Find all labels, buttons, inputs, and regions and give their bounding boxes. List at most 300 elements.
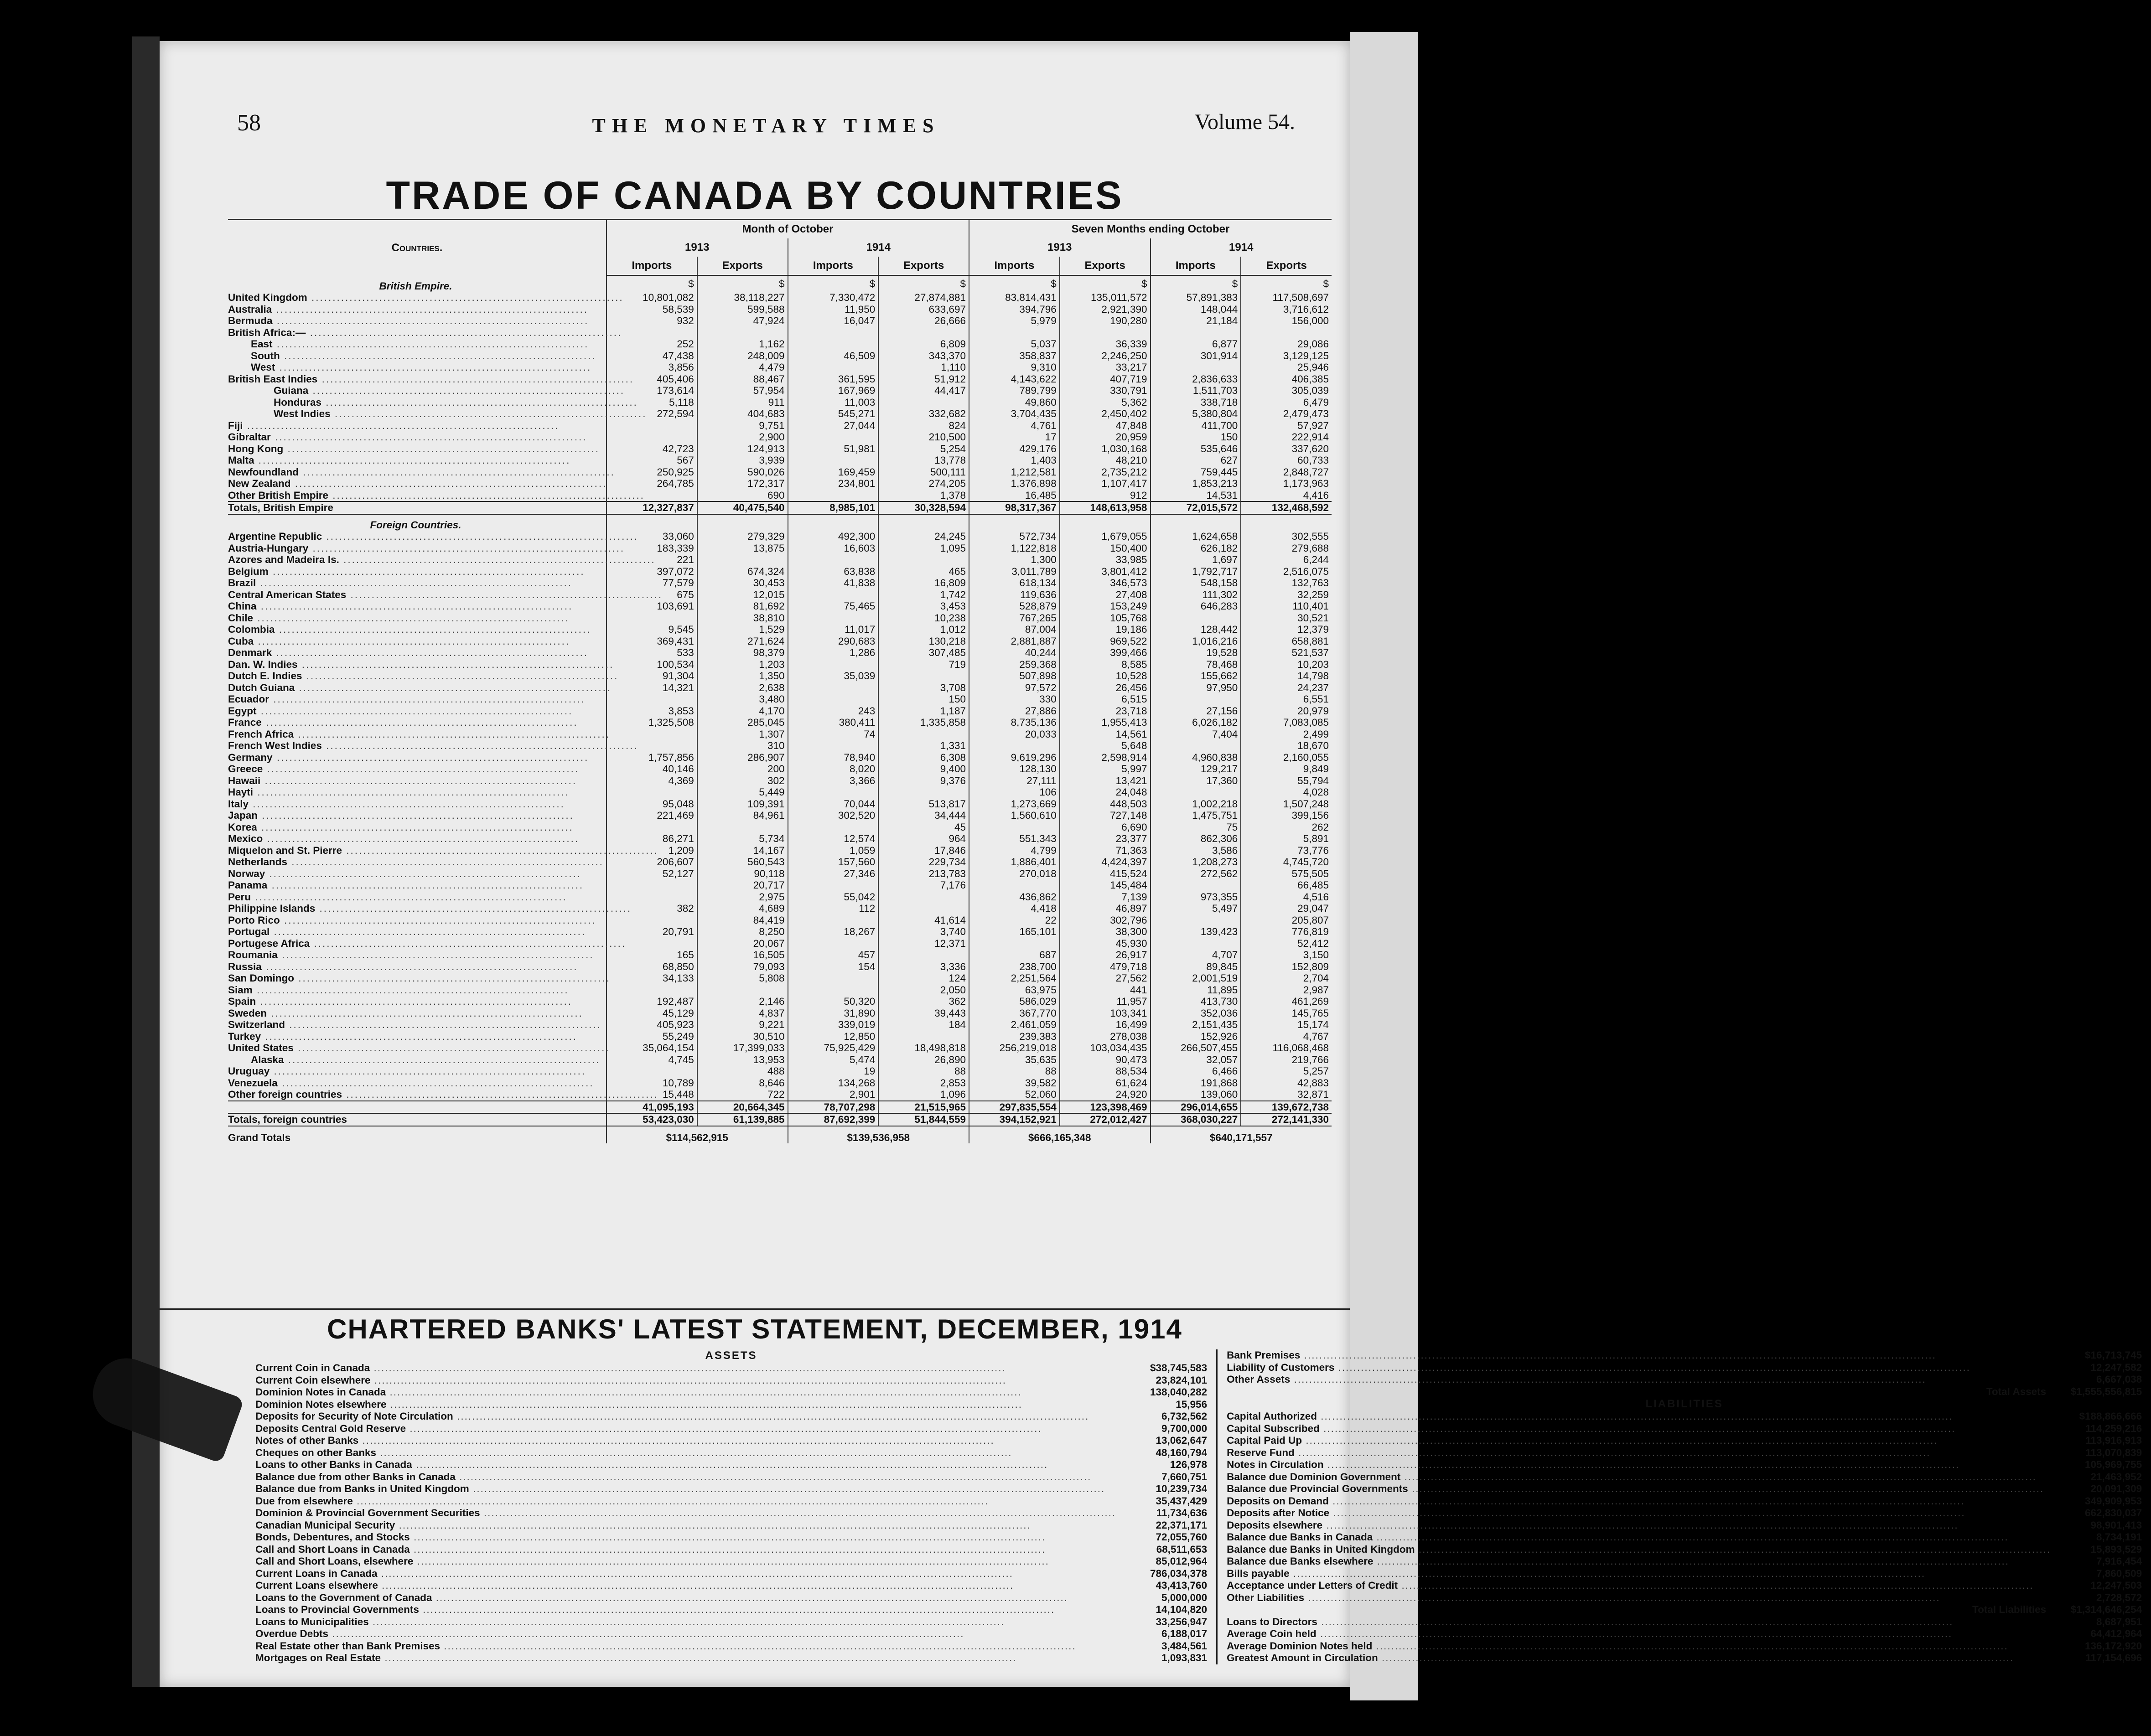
value-cell (1151, 327, 1241, 339)
statement-row (1227, 1592, 2142, 1604)
value-cell: 30,328,594 (878, 501, 969, 514)
trade-row (228, 996, 1332, 1008)
total-liabilities-value: $1,314,646,254 (2070, 1604, 2142, 1615)
statement-value: 6,732,562 (1161, 1410, 1208, 1422)
statement-row (1227, 1459, 2142, 1471)
country-name (228, 304, 606, 315)
value-cell (1151, 914, 1241, 926)
value-cell: 124 (878, 972, 969, 984)
value-cell: 3,939 (697, 455, 788, 466)
statement-row (1227, 1568, 2142, 1580)
value-cell (878, 891, 969, 903)
leader-dots: .......................................................................... (277, 1077, 594, 1089)
section-row (228, 514, 1332, 531)
total-assets-row (1227, 1386, 2142, 1398)
country-label: Newfoundland (228, 466, 299, 478)
leader-dots: .......................................................................... (272, 751, 589, 763)
leader-dots: .......................................................................... (321, 740, 638, 751)
country-name (228, 455, 606, 466)
value-cell: 46,897 (1060, 903, 1151, 914)
value-cell: 15,174 (1241, 1019, 1332, 1031)
value-cell: 9,221 (697, 1019, 788, 1031)
country-label: Dutch Guiana (228, 682, 295, 693)
value-cell: 10,789 (606, 1077, 697, 1089)
value-cell: 18,267 (788, 926, 879, 938)
statement-label: Dominion Notes elsewhere ..... (255, 1399, 1116, 1411)
value-cell: 441 (1060, 984, 1151, 996)
value-cell: 229,734 (878, 856, 969, 868)
section-label: Foreign Countries. (370, 519, 461, 531)
trade-row (228, 373, 1332, 385)
leader-dots: .......................................................................... (275, 624, 591, 635)
value-cell (788, 682, 879, 694)
statement-value: 20,091,309 (2090, 1483, 2142, 1494)
value-cell: 1,955,413 (1060, 717, 1151, 728)
value-cell: 380,411 (788, 717, 879, 728)
statement-label: Dominion & Provincial Government Securities ..... (255, 1507, 1116, 1519)
value-cell: 358,837 (969, 350, 1060, 362)
statement-row (1227, 1362, 2142, 1374)
statement-row (255, 1459, 1207, 1471)
statement-row (255, 1544, 1207, 1556)
value-cell: 627 (1151, 455, 1241, 466)
value-cell: 3,740 (878, 926, 969, 938)
value-cell: 30,521 (1241, 612, 1332, 624)
value-cell (878, 327, 969, 339)
value-cell: 173,614 (606, 385, 697, 397)
value-cell: 7,139 (1060, 891, 1151, 903)
value-cell: 528,879 (969, 600, 1060, 612)
country-label: Other foreign countries (228, 1089, 342, 1100)
leader-dots: .......................................................................... (308, 385, 625, 396)
trade-row (228, 1065, 1332, 1077)
trade-row (228, 763, 1332, 775)
country-name (228, 554, 656, 566)
value-cell: 13,778 (878, 455, 969, 466)
trade-row (228, 868, 1332, 880)
value-cell: 97,572 (969, 682, 1060, 694)
country-name (228, 786, 606, 798)
leader-dots: .......................................................................... (285, 1019, 601, 1030)
value-cell: 465 (878, 566, 969, 578)
value-cell: 11,895 (1151, 984, 1241, 996)
trade-row (228, 833, 1332, 845)
statement-row (255, 1616, 1207, 1628)
value-cell: 45 (878, 822, 969, 833)
value-cell: 70,044 (788, 798, 879, 810)
value-cell: 19,186 (1060, 624, 1151, 636)
value-cell: 68,850 (606, 961, 697, 973)
statement-value: $16,713,745 (2085, 1349, 2142, 1361)
country-name (228, 1101, 606, 1114)
year-header: 1914 (1151, 238, 1332, 257)
country-name (228, 1054, 606, 1066)
value-cell: 100,534 (606, 659, 697, 671)
leader-dots: .......................................................................... (302, 670, 619, 682)
value-cell: 63,838 (788, 566, 879, 578)
country-label: Denmark (228, 647, 272, 658)
bank-right-column (1218, 1349, 2151, 1664)
country-name (228, 431, 606, 443)
value-cell (969, 514, 1060, 531)
value-cell: 2,251,564 (969, 972, 1060, 984)
value-cell: 394,796 (969, 304, 1060, 315)
country-name (228, 1113, 606, 1126)
statement-value: 7,660,751 (1161, 1471, 1208, 1483)
value-cell (606, 786, 697, 798)
value-cell: 55,042 (788, 891, 879, 903)
statement-label: Average Dominion Notes held ..... (1227, 1640, 2051, 1653)
value-cell: 2,836,633 (1151, 373, 1241, 385)
value-cell: 16,603 (788, 542, 879, 554)
leader-dots: .......................................................................... (267, 1007, 583, 1019)
statement-label: Balance due Provincial Governments ..... (1227, 1483, 2051, 1495)
value-cell: 88,534 (1060, 1065, 1151, 1077)
value-cell: 2,246,250 (1060, 350, 1151, 362)
country-name (228, 566, 606, 578)
value-cell: 279,688 (1241, 542, 1332, 554)
value-cell: 239,383 (969, 1031, 1060, 1043)
trade-row (228, 984, 1332, 996)
value-cell: 1,208,273 (1151, 856, 1241, 868)
statement-row (255, 1628, 1207, 1640)
statement-label: Current Coin in Canada ..... (255, 1362, 1116, 1374)
country-label: Hawaii (228, 775, 261, 786)
statement-row (255, 1423, 1207, 1435)
leader-dots: .......................................................................... (265, 868, 582, 879)
value-cell: 20,664,345 (697, 1101, 788, 1114)
bank-title: CHARTERED BANKS' LATEST STATEMENT, DECEMBER, 1914 (160, 1308, 1350, 1345)
value-cell: 618,134 (969, 577, 1060, 589)
value-cell: 964 (878, 833, 969, 845)
value-cell (878, 903, 969, 914)
leader-dots: .......................................................................... (287, 856, 604, 868)
leader-dots: .......................................................................... (321, 396, 638, 408)
value-cell: 14,561 (1060, 728, 1151, 740)
value-cell (1151, 879, 1241, 891)
leader-dots: .......................................................................... (275, 362, 592, 373)
country-name (228, 385, 625, 397)
country-label: Chile (228, 612, 254, 624)
statement-value: 64,412,964 (2090, 1628, 2142, 1639)
value-cell: 150,400 (1060, 542, 1151, 554)
country-name (228, 856, 606, 868)
value-cell: 128,442 (1151, 624, 1241, 636)
value-cell: 20,791 (606, 926, 697, 938)
country-name (228, 577, 606, 589)
value-cell: 45,930 (1060, 938, 1151, 950)
value-cell: 27,156 (1151, 705, 1241, 717)
value-cell: 73,776 (1241, 845, 1332, 857)
statement-value: 3,484,561 (1161, 1640, 1208, 1652)
country-label: East (251, 338, 273, 350)
value-cell: 399,156 (1241, 810, 1332, 822)
country-label: New Zealand (228, 478, 291, 489)
country-label: Austria-Hungary (228, 542, 309, 554)
trade-row (228, 891, 1332, 903)
country-name (228, 879, 606, 891)
value-cell: 6,244 (1241, 554, 1332, 566)
value-cell: 16,499 (1060, 1019, 1151, 1031)
country-label: Argentine Republic (228, 531, 322, 542)
value-cell: 271,624 (697, 636, 788, 647)
value-cell: 22 (969, 914, 1060, 926)
value-cell (878, 786, 969, 798)
leader-dots: .......................................................................... (249, 798, 565, 810)
value-cell: 42,883 (1241, 1077, 1332, 1089)
value-cell: 78,707,298 (788, 1101, 879, 1114)
value-cell (1151, 362, 1241, 373)
value-cell (1241, 327, 1332, 339)
country-name (228, 362, 606, 373)
country-name (228, 396, 638, 408)
value-cell: 3,704,435 (969, 408, 1060, 420)
grand-total-value: $666,165,348 (969, 1126, 1151, 1144)
value-cell (788, 554, 879, 566)
value-cell: 2,516,075 (1241, 566, 1332, 578)
value-cell: 103,341 (1060, 1008, 1151, 1019)
statement-value: 7,916,454 (2096, 1555, 2142, 1567)
statement-value: 21,463,952 (2090, 1471, 2142, 1483)
value-cell: 206,607 (606, 856, 697, 868)
value-cell: 23,718 (1060, 705, 1151, 717)
trade-row (228, 693, 1332, 705)
value-cell: 1,335,858 (878, 717, 969, 728)
value-cell (788, 693, 879, 705)
value-cell: 911 (697, 397, 788, 408)
value-cell: 1,030,168 (1060, 443, 1151, 455)
section-row (228, 276, 1332, 292)
value-cell: 507,898 (969, 670, 1060, 682)
value-cell (878, 1031, 969, 1043)
value-cell: 548,158 (1151, 577, 1241, 589)
value-cell: 8,735,136 (969, 717, 1060, 728)
value-cell (697, 554, 788, 566)
trade-row (228, 670, 1332, 682)
value-cell: 19,528 (1151, 647, 1241, 659)
statement-value: 12,247,582 (2090, 1361, 2142, 1373)
statement-label: Deposits after Notice ..... (1227, 1507, 2051, 1519)
trade-row (228, 1008, 1332, 1019)
value-cell: $ (606, 276, 697, 292)
statement-row (255, 1435, 1207, 1447)
country-label: Brazil (228, 577, 256, 589)
value-cell: 1,209 (606, 845, 697, 857)
value-cell: 4,745,720 (1241, 856, 1332, 868)
country-label: Central American States (228, 589, 347, 600)
statement-row (1227, 1447, 2142, 1459)
value-cell: 30,453 (697, 577, 788, 589)
value-cell: 61,624 (1060, 1077, 1151, 1089)
value-cell: 330 (969, 693, 1060, 705)
value-cell: 130,218 (878, 636, 969, 647)
value-cell: 47,924 (697, 315, 788, 327)
value-cell: 16,047 (788, 315, 879, 327)
value-cell: 7,404 (1151, 728, 1241, 740)
value-cell: 278,038 (1060, 1031, 1151, 1043)
statement-label: Bonds, Debentures, and Stocks ..... (255, 1531, 1116, 1544)
value-cell: 30,510 (697, 1031, 788, 1043)
value-cell: 51,981 (788, 443, 879, 455)
statement-label: Average Coin held ..... (1227, 1628, 2051, 1640)
trade-row (228, 972, 1332, 984)
value-cell: 51,844,559 (878, 1113, 969, 1126)
value-cell (788, 740, 879, 752)
value-cell: 98,379 (697, 647, 788, 659)
value-cell: 2,921,390 (1060, 304, 1151, 315)
countries-header: Countries. (228, 220, 606, 276)
leader-dots: .......................................................................... (256, 996, 573, 1007)
country-label: British East Indies (228, 373, 318, 385)
country-label: Portugal (228, 926, 270, 937)
value-cell: 394,152,921 (969, 1113, 1060, 1126)
value-cell: 545,271 (788, 408, 879, 420)
trade-row (228, 786, 1332, 798)
country-label: Totals, British Empire (228, 502, 333, 513)
value-cell: 66,485 (1241, 879, 1332, 891)
value-cell: $ (1241, 276, 1332, 292)
statement-row (1227, 1507, 2142, 1519)
value-cell: 535,646 (1151, 443, 1241, 455)
statement-value: $38,745,583 (1150, 1362, 1208, 1374)
leader-dots: .......................................................................... (298, 466, 615, 478)
value-cell: 52,060 (969, 1089, 1060, 1101)
statement-label: Balance due Dominion Government ..... (1227, 1471, 2051, 1483)
leader-dots: .......................................................................... (293, 1042, 610, 1054)
statement-row (255, 1652, 1207, 1664)
statement-row (255, 1362, 1207, 1374)
country-label: British Africa:— (228, 326, 306, 338)
value-cell: 1,331 (878, 740, 969, 752)
value-cell: 407,719 (1060, 373, 1151, 385)
statement-value: 349,909,953 (2085, 1495, 2142, 1507)
statement-value: 48,160,794 (1156, 1447, 1208, 1458)
statement-value: 662,830,037 (2085, 1507, 2142, 1519)
value-cell: 5,257 (1241, 1065, 1332, 1077)
value-cell: 12,015 (697, 589, 788, 601)
country-label: Cuba (228, 635, 254, 647)
value-cell (788, 455, 879, 466)
value-cell: 406,385 (1241, 373, 1332, 385)
value-cell: 2,848,727 (1241, 466, 1332, 478)
value-cell: 1,273,669 (969, 798, 1060, 810)
value-cell: 58,539 (606, 304, 697, 315)
leader-dots: .......................................................................... (277, 949, 594, 961)
value-cell: 27,408 (1060, 589, 1151, 601)
leader-dots: .......................................................................... (317, 373, 634, 385)
value-cell: 3,480 (697, 693, 788, 705)
country-name (228, 670, 619, 682)
country-label: Switzerland (228, 1019, 285, 1030)
value-cell: 34,444 (878, 810, 969, 822)
country-label: Australia (228, 303, 272, 315)
value-cell: 55,249 (606, 1031, 697, 1043)
trade-row (228, 1089, 1332, 1101)
statement-value: 8,687,951 (2096, 1616, 2142, 1628)
statement-row (1227, 1652, 2142, 1664)
country-label: Azores and Madeira Is. (228, 554, 339, 565)
leader-dots: .......................................................................... (256, 600, 573, 612)
statement-value: 105,969,755 (2085, 1459, 2142, 1470)
value-cell: 78,940 (788, 752, 879, 764)
statement-value: $188,866,666 (2079, 1410, 2142, 1422)
value-cell: 57,927 (1241, 420, 1332, 432)
trade-row (228, 822, 1332, 833)
value-cell: 367,770 (969, 1008, 1060, 1019)
value-cell: $ (969, 276, 1060, 292)
value-cell: 139,060 (1151, 1089, 1241, 1101)
leader-dots: .......................................................................... (310, 937, 627, 949)
value-cell: 572,734 (969, 531, 1060, 542)
value-cell: 1,679,055 (1060, 531, 1151, 542)
country-label: Uruguay (228, 1065, 270, 1077)
value-cell: 4,143,622 (969, 373, 1060, 385)
country-label: Korea (228, 821, 257, 833)
value-cell: 4,689 (697, 903, 788, 914)
country-label: Guiana (274, 385, 309, 396)
value-cell: 95,048 (606, 798, 697, 810)
value-cell (788, 879, 879, 891)
value-cell: 39,582 (969, 1077, 1060, 1089)
country-name (228, 1031, 606, 1043)
country-name (228, 292, 624, 304)
leader-dots: .......................................................................... (252, 984, 569, 996)
value-cell: 6,466 (1151, 1065, 1241, 1077)
value-cell (788, 589, 879, 601)
value-cell: 551,343 (969, 833, 1060, 845)
value-cell (788, 327, 879, 339)
country-name (228, 949, 606, 961)
value-cell: 461,269 (1241, 996, 1332, 1008)
value-cell: 111,302 (1151, 589, 1241, 601)
value-cell (1151, 740, 1241, 752)
value-cell: 21,515,965 (878, 1101, 969, 1114)
country-label: France (228, 717, 262, 728)
value-cell: 90,473 (1060, 1054, 1151, 1066)
value-cell: 973,355 (1151, 891, 1241, 903)
country-label: Malta (228, 455, 254, 466)
leader-dots: .......................................................................... (257, 821, 574, 833)
value-cell: 1,560,610 (969, 810, 1060, 822)
statement-row (255, 1410, 1207, 1423)
trade-row (228, 914, 1332, 926)
value-cell: 675 (606, 589, 697, 601)
value-cell (969, 327, 1060, 339)
value-cell: 79,093 (697, 961, 788, 973)
value-cell: 722 (697, 1089, 788, 1101)
country-name (228, 844, 658, 857)
value-cell: 16,505 (697, 949, 788, 961)
value-cell: 38,118,227 (697, 292, 788, 304)
trade-row (228, 554, 1332, 566)
country-label: Germany (228, 751, 273, 763)
country-label: Peru (228, 891, 251, 903)
value-cell (878, 397, 969, 408)
value-cell: 49,860 (969, 397, 1060, 408)
grand-total-value: $640,171,557 (1151, 1126, 1332, 1144)
value-cell: 14,167 (697, 845, 788, 857)
value-cell: 262 (1241, 822, 1332, 833)
country-name (228, 647, 606, 659)
trade-row (228, 775, 1332, 787)
value-cell: 84,419 (697, 914, 788, 926)
value-cell: 60,733 (1241, 455, 1332, 466)
trade-row (228, 938, 1332, 950)
value-cell: 488 (697, 1065, 788, 1077)
value-cell: 8,020 (788, 763, 879, 775)
value-cell: 932 (606, 315, 697, 327)
value-cell: 4,170 (697, 705, 788, 717)
